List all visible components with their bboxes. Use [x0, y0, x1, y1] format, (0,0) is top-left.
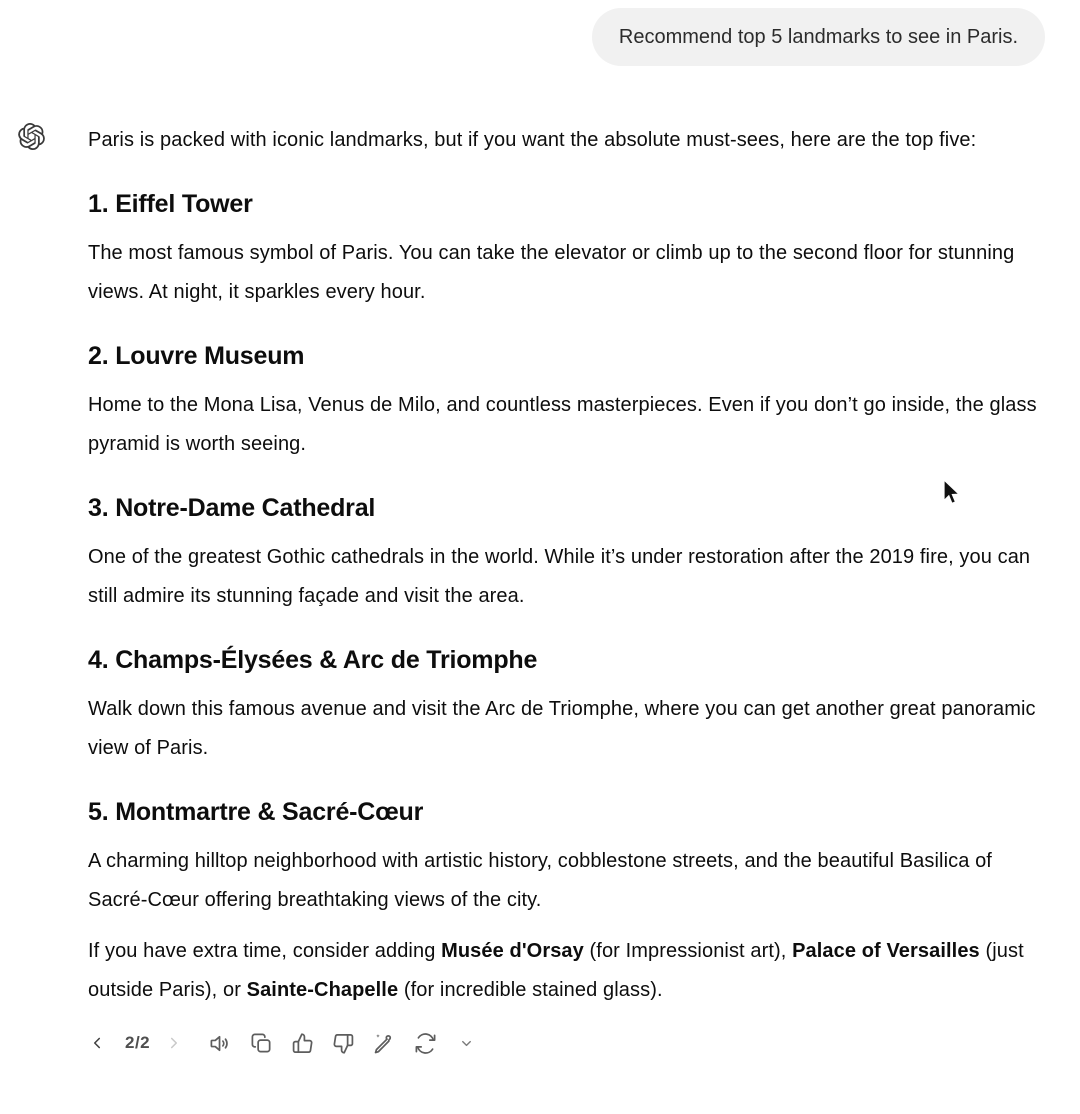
- response-page-indicator: 2/2: [125, 1033, 151, 1052]
- outro-bold-sainte-chapelle: Sainte-Chapelle: [246, 979, 399, 1001]
- previous-response-button[interactable]: [82, 1028, 112, 1058]
- section-heading-champs-elysees: 4. Champs-Élysées & Arc de Triomphe: [88, 646, 538, 674]
- outro-text: (just outside Paris), or: [88, 940, 1024, 1001]
- copy-icon: [250, 1032, 273, 1055]
- regenerate-button[interactable]: [410, 1028, 440, 1058]
- chevron-down-icon: [459, 1036, 474, 1051]
- outro-text: If you have extra time, consider adding: [88, 940, 442, 962]
- speaker-icon: [209, 1032, 232, 1055]
- section-body-eiffel-tower: The most famous symbol of Paris. You can take the elevator or climb up to the second floor for stunning views. At night, it sparkles every hour.: [88, 242, 1015, 303]
- thumbs-down-icon: [332, 1032, 355, 1055]
- section-body-notre-dame: One of the greatest Gothic cathedrals in the world. While it’s under restoration after the 2019 fire, you can still admire its stunning façade and visit the area.: [88, 546, 1031, 607]
- user-message-row: [0, 0, 1080, 66]
- section-body-champs-elysees: Walk down this famous avenue and visit the Arc de Triomphe, where you can get another great panoramic view of Paris.: [88, 698, 1036, 759]
- outro-bold-palace-of-versailles: Palace of Versailles: [792, 940, 980, 962]
- thumbs-up-icon: [291, 1032, 314, 1055]
- section-heading-notre-dame: 3. Notre-Dame Cathedral: [88, 494, 376, 522]
- outro-text: (for Impressionist art),: [583, 940, 793, 962]
- section-heading-louvre-museum: 2. Louvre Museum: [88, 342, 305, 370]
- outro-paragraph: [88, 932, 1052, 1010]
- regenerate-menu-button[interactable]: [451, 1028, 481, 1058]
- next-response-button[interactable]: [159, 1028, 189, 1058]
- section-heading-montmartre: 5. Montmartre & Sacré-Cœur: [88, 798, 424, 826]
- edit-button[interactable]: [369, 1028, 399, 1058]
- good-response-button[interactable]: [287, 1028, 317, 1058]
- outro-text: (for incredible stained glass).: [398, 979, 663, 1001]
- chatgpt-logo-icon: [18, 123, 45, 150]
- chevron-right-icon: [165, 1034, 183, 1052]
- response-toolbar: [82, 1028, 1052, 1058]
- chevron-left-icon: [88, 1034, 106, 1052]
- read-aloud-button[interactable]: [205, 1028, 235, 1058]
- outro-bold-musee-dorsay: Musée d'Orsay: [441, 940, 584, 962]
- assistant-message-content: [88, 121, 1052, 1058]
- intro-paragraph: Paris is packed with iconic landmarks, but if you want the absolute must-sees, here are the top five:: [88, 129, 977, 151]
- assistant-message-row: [0, 66, 1080, 1058]
- section-body-montmartre: A charming hilltop neighborhood with artistic history, cobblestone streets, and the beautiful Basilica of Sacré-Cœur offering breathtaking views of the city.: [88, 850, 992, 911]
- section-heading-eiffel-tower: 1. Eiffel Tower: [88, 190, 253, 218]
- section-body-louvre-museum: Home to the Mona Lisa, Venus de Milo, and countless masterpieces. Even if you don’t go inside, the glass pyramid is worth seeing.: [88, 394, 1037, 455]
- user-message-text: Recommend top 5 landmarks to see in Paris.: [618, 26, 1018, 48]
- bad-response-button[interactable]: [328, 1028, 358, 1058]
- copy-button[interactable]: [246, 1028, 276, 1058]
- user-message-bubble: [592, 8, 1045, 66]
- regenerate-icon: [414, 1032, 437, 1055]
- pencil-sparkle-icon: [373, 1032, 396, 1055]
